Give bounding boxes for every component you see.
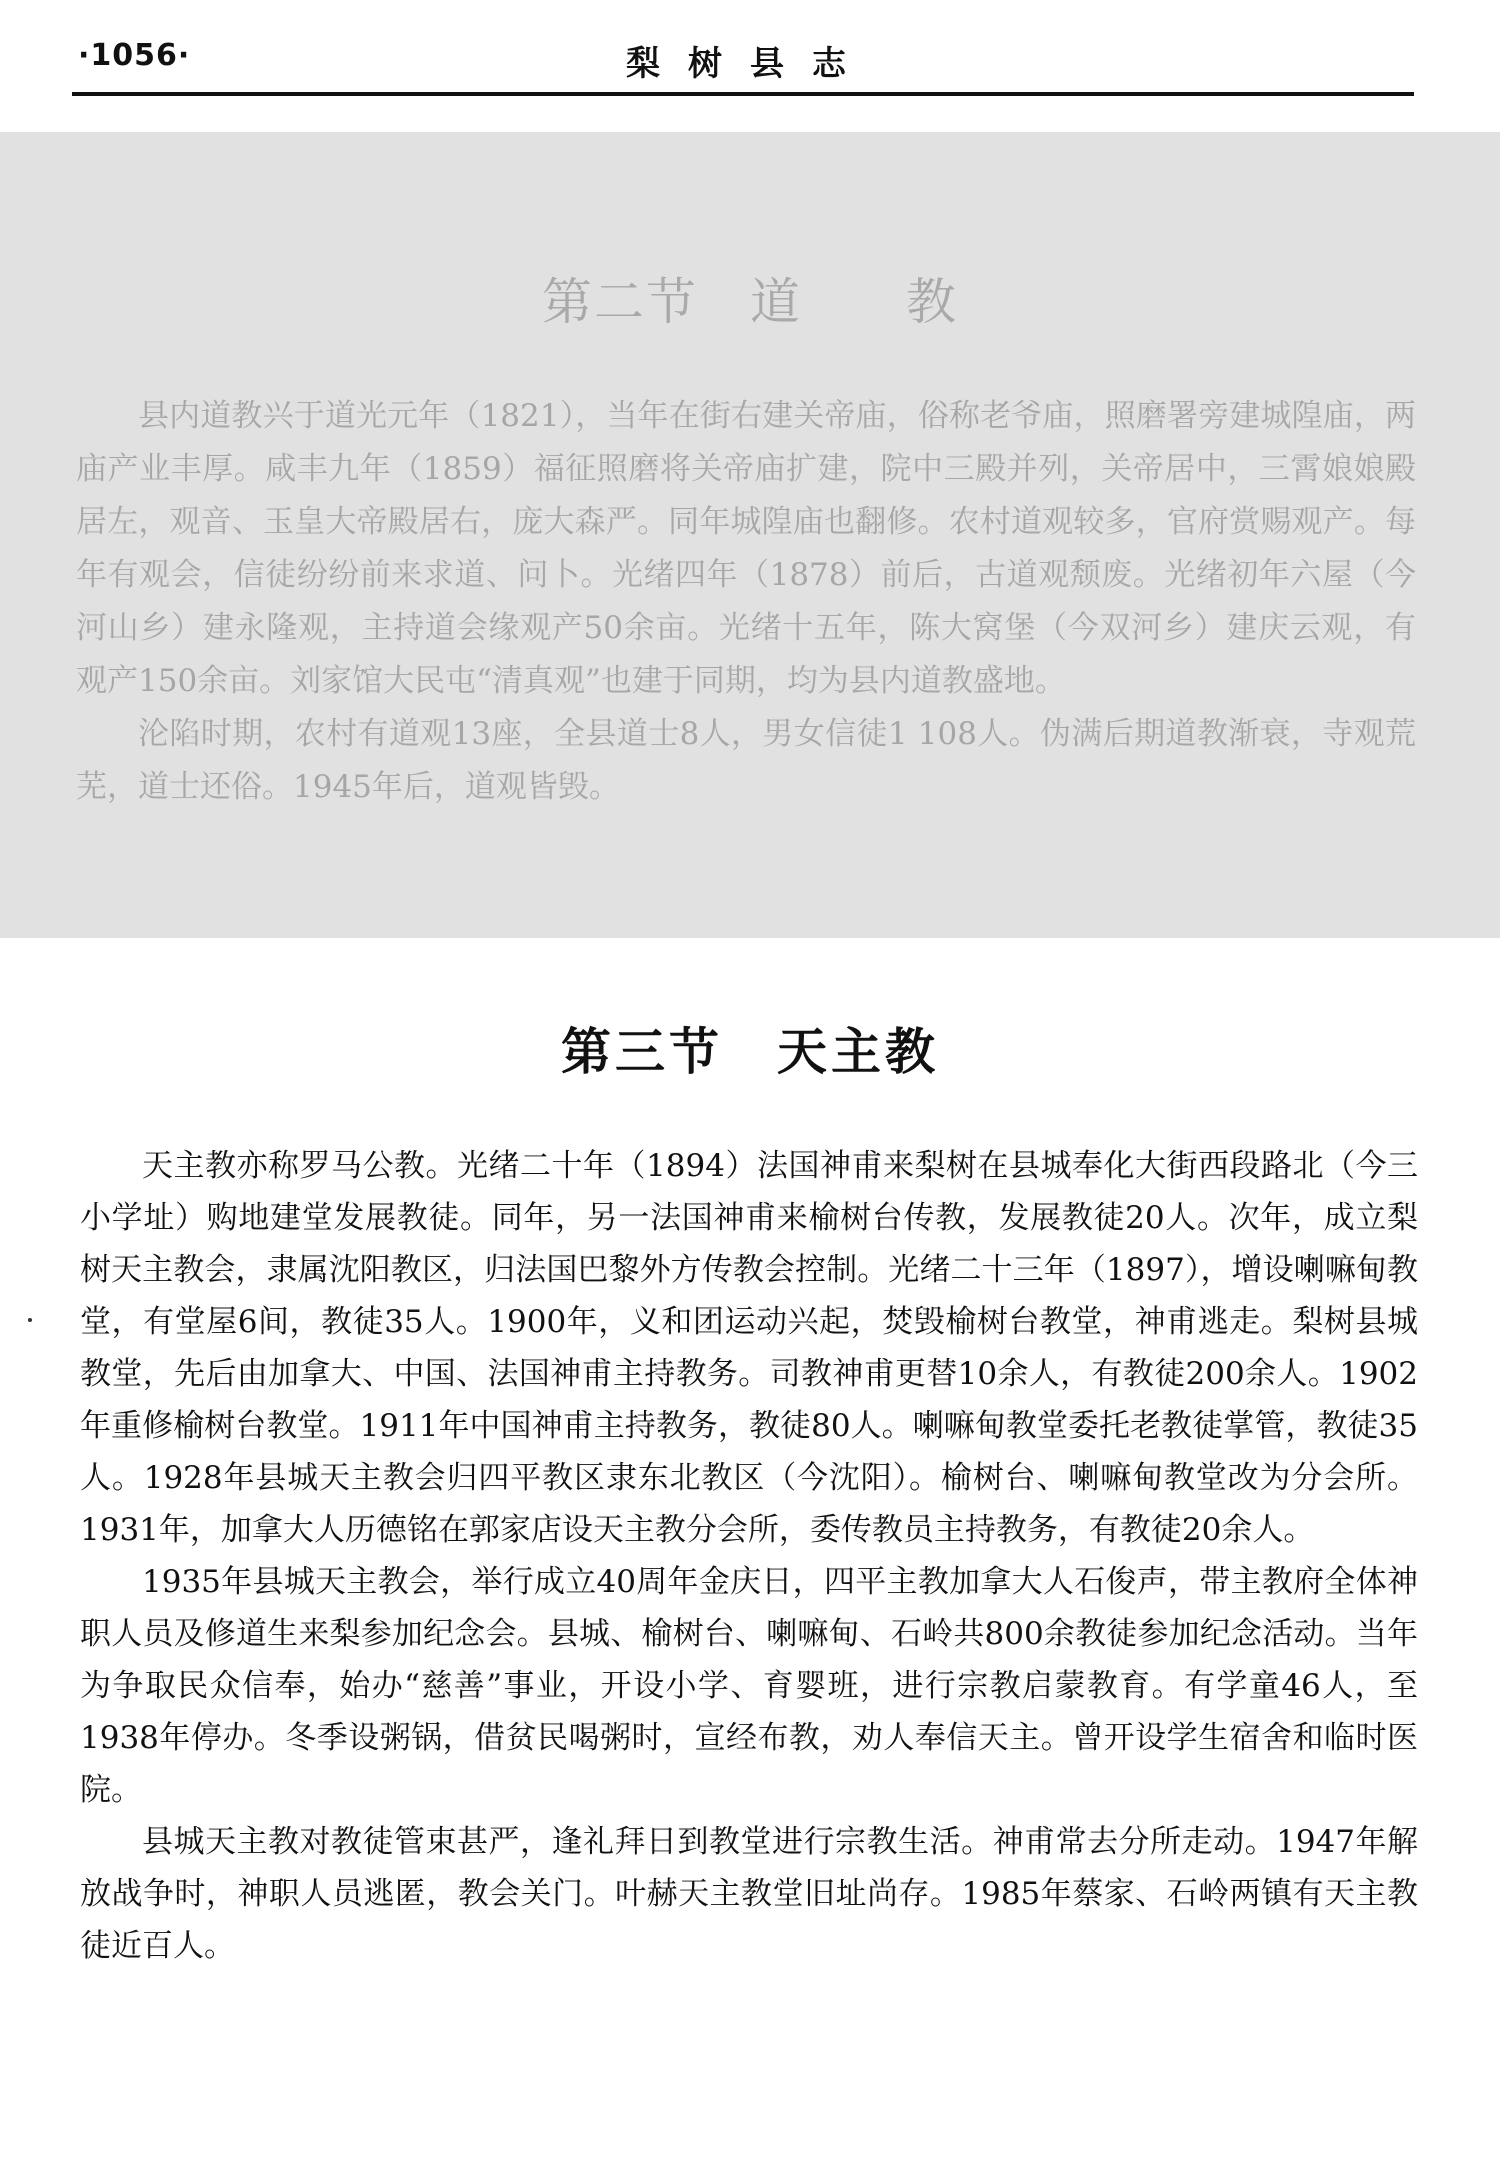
page-number: ·1056· [78, 38, 191, 73]
scan-speck [28, 1318, 32, 1322]
faded-section-taoism [0, 132, 1500, 938]
paragraph: 沦陷时期，农村有道观13座，全县道士8人，男女信徒1 108人。伪满后期道教渐衰，寺观荒芜，道士还俗。1945年后，道观皆毁。 [76, 716, 1416, 805]
paragraph: 县城天主教对教徒管束甚严，逢礼拜日到教堂进行宗教生活。神甫常去分所走动。1947年解放战争时，神职人员逃匿，教会关门。叶赫天主教堂旧址尚存。1985年蔡家、石岭两镇有天主教徒近百人。 [80, 1824, 1418, 1964]
section-heading-taoism: 第二节 道 教 [542, 273, 958, 331]
running-head-book-title: 梨树县志 [626, 44, 874, 84]
section-body-taoism [76, 390, 1416, 814]
section-heading-catholicism: 第三节 天主教 [561, 1023, 939, 1081]
section-body-catholicism [80, 1140, 1418, 1972]
paragraph: 1935年县城天主教会，举行成立40周年金庆日，四平主教加拿大人石俊声，带主教府全体神职人员及修道生来梨参加纪念会。县城、榆树台、喇嘛甸、石岭共800余教徒参加纪念活动。当年为争取民众信奉，始办“慈善”事业，开设小学、育婴班，进行宗教启蒙教育。有学童46人，至1938年停办。冬季设粥锅，借贫民喝粥时，宣经布教，劝人奉信天主。曾开设学生宿舍和临时医院。 [80, 1564, 1418, 1808]
paragraph: 天主教亦称罗马公教。光绪二十年（1894）法国神甫来梨树在县城奉化大街西段路北（今三小学址）购地建堂发展教徒。同年，另一法国神甫来榆树台传教，发展教徒20人。次年，成立梨树天主教会，隶属沈阳教区，归法国巴黎外方传教会控制。光绪二十三年（1897），增设喇嘛甸教堂，有堂屋6间，教徒35人。1900年，义和团运动兴起，焚毁榆树台教堂，神甫逃走。梨树县城教堂，先后由加拿大、中国、法国神甫主持教务。司教神甫更替10余人，有教徒200余人。1902年重修榆树台教堂。1911年中国神甫主持教务，教徒80人。喇嘛甸教堂委托老教徒掌管，教徒35人。1928年县城天主教会归四平教区隶东北教区（今沈阳）。榆树台、喇嘛甸教堂改为分会所。1931年，加拿大人历德铭在郭家店设天主教分会所，委传教员主持教务，有教徒20余人。 [80, 1148, 1418, 1548]
paragraph: 县内道教兴于道光元年（1821），当年在街右建关帝庙，俗称老爷庙，照磨署旁建城隍庙，两庙产业丰厚。咸丰九年（1859）福征照磨将关帝庙扩建，院中三殿并列，关帝居中，三霄娘娘殿居左，观音、玉皇大帝殿居右，庞大森严。同年城隍庙也翻修。农村道观较多，官府赏赐观产。每年有观会，信徒纷纷前来求道、问卜。光绪四年（1878）前后，古道观颓废。光绪初年六屋（今河山乡）建永隆观，主持道会缘观产50余亩。光绪十五年，陈大窝堡（今双河乡）建庆云观，有观产150余亩。刘家馆大民屯“清真观”也建于同期，均为县内道教盛地。 [76, 398, 1416, 699]
header-rule [72, 92, 1414, 96]
